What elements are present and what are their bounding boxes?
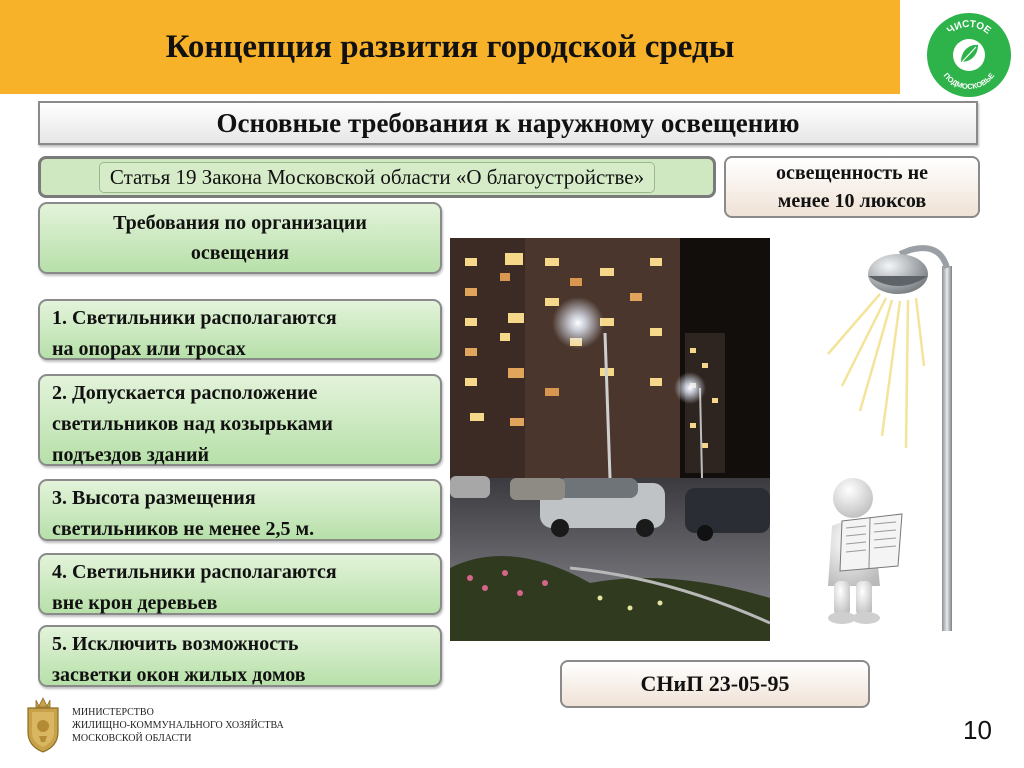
requirement-2-line3: подъездов зданий (52, 444, 210, 466)
requirement-2-line2: светильников над козырьками (52, 413, 333, 435)
requirement-item-5 (38, 625, 442, 687)
snip-reference: СНиП 23-05-95 (640, 671, 790, 696)
requirement-1-line1: 1. Светильники располагаются (52, 307, 337, 329)
ministry-label (72, 706, 284, 745)
lux-line1: освещенность не (775, 162, 929, 184)
ministry-line3: МОСКОВСКОЙ ОБЛАСТИ (72, 733, 192, 744)
logo-line2: ПОДМОСКОВЬЕ (941, 71, 997, 92)
subtitle: Основные требования к наружному освещению (216, 107, 800, 138)
requirement-3-line1: 3. Высота размещения (52, 487, 256, 509)
requirement-item-1 (38, 299, 442, 360)
requirement-item-3 (38, 479, 442, 541)
requirements-header-line1: Требования по организации (113, 212, 367, 234)
page-number: 10 (963, 715, 992, 745)
header-bar (0, 0, 900, 94)
requirement-item-4 (38, 553, 442, 615)
logo-line1: ЧИСТОЕ (945, 18, 993, 37)
requirement-5-line2: засветки окон жилых домов (52, 664, 306, 686)
requirement-2-line1: 2. Допускается расположение (52, 382, 318, 404)
lamp-post-illustration (770, 236, 980, 636)
law-article-text: Статья 19 Закона Московской области «О благоустройстве» (99, 162, 655, 193)
ministry-line1: МИНИСТЕРСТВО (72, 707, 154, 718)
requirement-1-line2: на опорах или тросах (52, 338, 246, 360)
chistoe-podmoskovye-logo (926, 12, 1012, 98)
requirements-header (38, 202, 442, 274)
ministry-line2: ЖИЛИЩНО-КОММУНАЛЬНОГО ХОЗЯЙСТВА (72, 720, 284, 731)
requirement-4-line1: 4. Светильники располагаются (52, 561, 337, 583)
page-title: Концепция развития городской среды (165, 28, 735, 65)
night-street-photo (450, 238, 770, 641)
requirement-3-line2: светильников не менее 2,5 м. (52, 518, 315, 540)
requirement-5-line1: 5. Исключить возможность (52, 633, 299, 655)
moscow-region-emblem-icon (20, 694, 66, 754)
subtitle-box (38, 101, 978, 145)
requirements-header-line2: освещения (190, 242, 290, 264)
law-article-box (38, 156, 716, 198)
requirement-4-line2: вне крон деревьев (52, 592, 218, 614)
lux-line2: менее 10 люксов (777, 190, 927, 212)
snip-reference-box (560, 660, 870, 708)
requirement-item-2 (38, 374, 442, 466)
lux-requirement-box (724, 156, 980, 218)
